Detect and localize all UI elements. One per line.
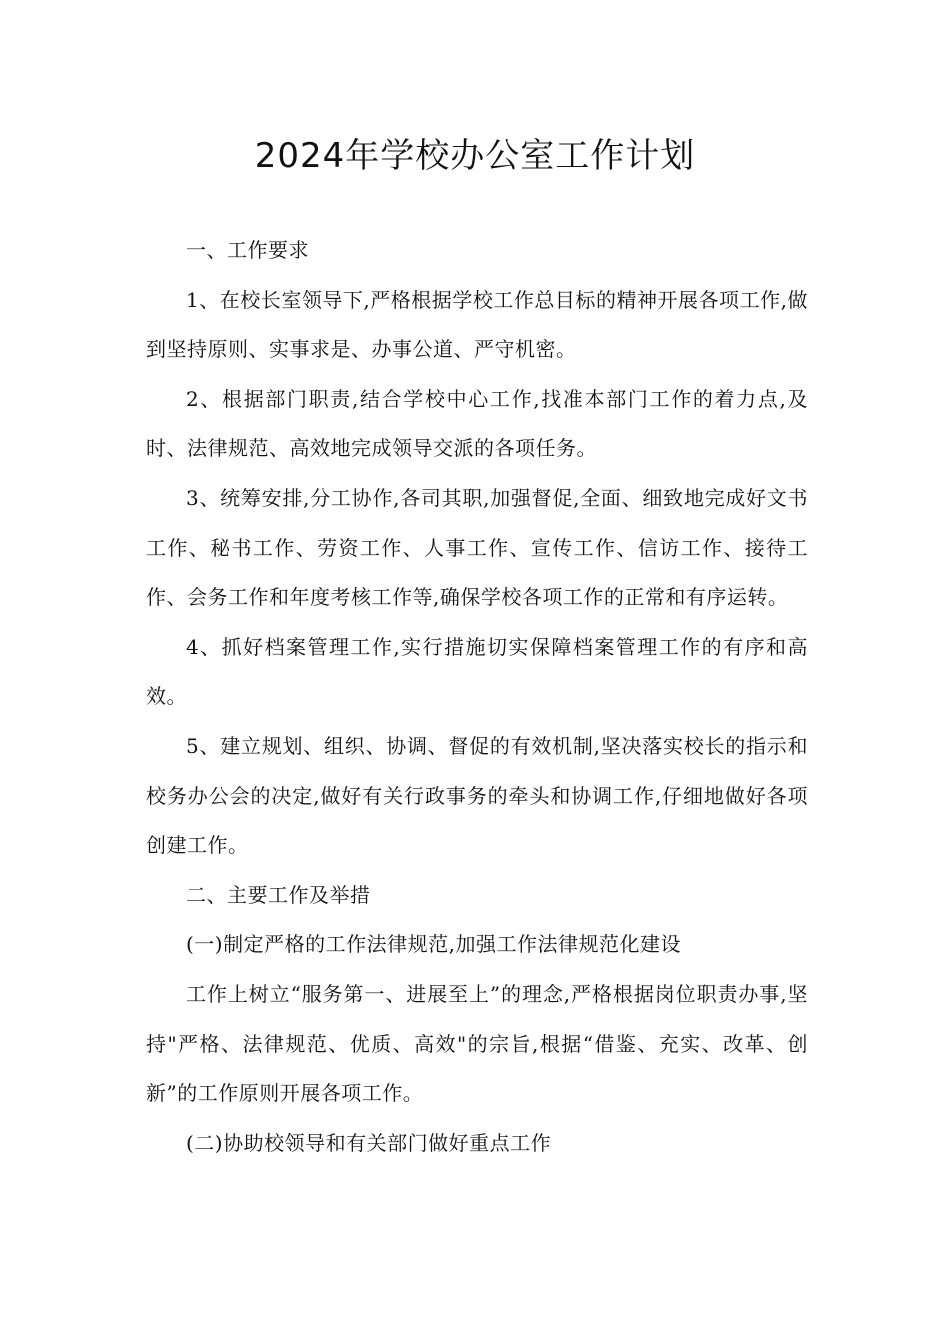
section-heading-measures: 二、主要工作及举措 [186, 882, 371, 907]
paragraph-item-1: 1、在校长室领导下,严格根据学校工作总目标的精神开展各项工作,做到坚持原则、实事求是、办事公道、严守机密。 [146, 287, 808, 362]
document-title: 2024年学校办公室工作计划 [254, 136, 696, 176]
paragraph-item-2: 2、根据部门职责,结合学校中心工作,找准本部门工作的着力点,及时、法律规范、高效地完成领导交派的各项任务。 [146, 386, 808, 461]
paragraph-item-3: 3、统筹安排,分工协作,各司其职,加强督促,全面、细致地完成好文书工作、秘书工作、劳资工作、人事工作、宣传工作、信访工作、接待工作、会务工作和年度考核工作等,确保学校各项工作的正常和有序运转。 [146, 485, 808, 610]
paragraph-service-principle: 工作上树立“服务第一、进展至上”的理念,严格根据岗位职责办事,坚持"严格、法律规范、优质、高效"的宗旨,根据“借鉴、充实、改革、创新”的工作原则开展各项工作。 [146, 981, 808, 1106]
subsection-heading-1: (一)制定严格的工作法律规范,加强工作法律规范化建设 [186, 932, 681, 957]
paragraph-item-5: 5、建立规划、组织、协调、督促的有效机制,坚决落实校长的指示和校务办公会的决定,做好有关行政事务的牵头和协调工作,仔细地做好各项创建工作。 [146, 733, 808, 858]
section-heading-requirements: 一、工作要求 [186, 238, 309, 262]
document-body [146, 226, 808, 1168]
paragraph-item-4: 4、抓好档案管理工作,实行措施切实保障档案管理工作的有序和高效。 [146, 634, 808, 709]
subsection-heading-2: (二)协助校领导和有关部门做好重点工作 [186, 1130, 552, 1155]
